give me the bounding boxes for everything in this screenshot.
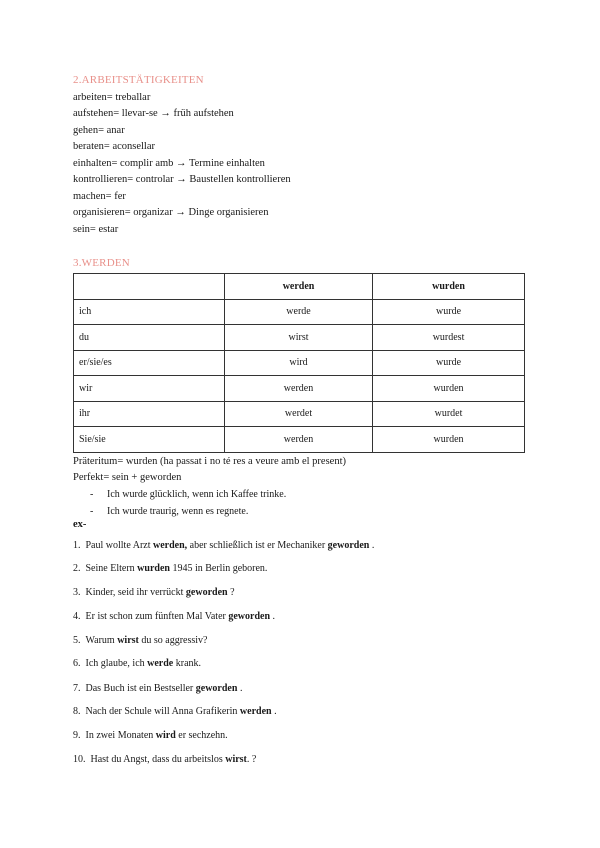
past-cell: wurde — [373, 299, 525, 325]
example-bold-text: geworden — [185, 587, 228, 598]
present-cell: werde — [225, 299, 373, 325]
present-cell: werden — [225, 427, 373, 453]
example-text: er sechzehn. — [175, 730, 228, 741]
vocab-line: aufstehen= llevar-se → früh aufstehen — [73, 108, 234, 119]
table-row — [74, 376, 525, 402]
past-cell: wurden — [373, 376, 525, 402]
example-text: krank. — [173, 658, 202, 669]
example-text: Warum — [85, 635, 118, 646]
example-text: Er ist schon zum fünften Mal Vater — [85, 611, 229, 622]
vocab-line: organisieren= organizar → Dinge organisieren — [73, 207, 269, 218]
table-header-row — [74, 274, 525, 300]
example-number: 3. — [73, 587, 81, 598]
pronoun-cell: du — [74, 325, 225, 351]
present-cell: werdet — [225, 401, 373, 427]
table-row — [74, 325, 525, 351]
example-bold-text: geworden — [327, 540, 370, 551]
present-cell: wird — [225, 350, 373, 376]
example-item — [73, 635, 207, 646]
example-text: . — [270, 611, 276, 622]
bullet-text: Ich wurde glücklich, wenn ich Kaffee trinke. — [107, 489, 287, 500]
example-bold-text: wurden — [137, 563, 170, 574]
example-item — [73, 611, 275, 622]
example-bold-text: wird — [155, 730, 176, 741]
example-text: . ? — [246, 754, 257, 765]
example-text: . — [237, 683, 243, 694]
table-row — [74, 350, 525, 376]
vocab-line: kontrollieren= controlar → Baustellen kontrollieren — [73, 174, 291, 185]
example-number: 8. — [73, 706, 81, 717]
example-text: In zwei Monaten — [85, 730, 156, 741]
example-number: 5. — [73, 635, 81, 646]
example-item — [73, 563, 267, 574]
example-text: Seine Eltern — [85, 563, 138, 574]
vocab-line: gehen= anar — [73, 125, 125, 136]
example-text: aber schließlich ist er Mechaniker — [187, 540, 328, 551]
pronoun-cell: wir — [74, 376, 225, 402]
vocab-line: einhalten= complir amb → Termine einhalten — [73, 158, 265, 169]
table-row — [74, 401, 525, 427]
example-text: Das Buch ist ein Bestseller — [85, 683, 196, 694]
example-text: 1945 in Berlin geboren. — [169, 563, 268, 574]
perfekt-note: Perfekt= sein + geworden — [73, 472, 182, 483]
example-number: 9. — [73, 730, 81, 741]
pronoun-cell: Sie/sie — [74, 427, 225, 453]
werden-conjugation-table — [73, 273, 525, 453]
examples-label: ex- — [73, 519, 87, 530]
example-number: 6. — [73, 658, 81, 669]
table-row — [74, 299, 525, 325]
past-cell: wurdet — [373, 401, 525, 427]
example-bold-text: werden — [239, 706, 272, 717]
pronoun-cell: er/sie/es — [74, 350, 225, 376]
example-item — [73, 540, 374, 551]
example-bold-text: werden, — [153, 540, 188, 551]
present-cell: werden — [225, 376, 373, 402]
vocab-line: sein= estar — [73, 224, 119, 235]
example-number: 10. — [73, 754, 86, 765]
example-item — [73, 730, 228, 741]
prateritum-note: Präteritum= wurden (ha passat i no té res a veure amb el present) — [73, 456, 346, 467]
example-text: Ich glaube, ich — [85, 658, 148, 669]
example-number: 4. — [73, 611, 81, 622]
table-row — [74, 427, 525, 453]
present-cell: wirst — [225, 325, 373, 351]
section-3-title: 3.WERDEN — [73, 257, 130, 269]
example-number: 1. — [73, 540, 81, 551]
example-bold-text: geworden — [195, 683, 238, 694]
example-bold-text: geworden — [228, 611, 271, 622]
example-item — [73, 706, 277, 717]
example-number: 7. — [73, 683, 81, 694]
bullet-item: - Ich wurde glücklich, wenn ich Kaffee trinke. — [90, 489, 287, 500]
example-number: 2. — [73, 563, 81, 574]
table-header-cell: wurden — [373, 274, 525, 300]
pronoun-cell: ihr — [74, 401, 225, 427]
example-item — [73, 683, 242, 694]
past-cell: wurde — [373, 350, 525, 376]
example-text: . — [369, 540, 375, 551]
example-text: Hast du Angst, dass du arbeitslos — [90, 754, 226, 765]
example-bold-text: werde — [147, 658, 174, 669]
example-bold-text: wirst — [117, 635, 139, 646]
example-text: Kinder, seid ihr verrückt — [85, 587, 186, 598]
example-text: Nach der Schule will Anna Grafikerin — [85, 706, 240, 717]
example-text: Paul wollte Arzt — [85, 540, 153, 551]
example-bold-text: wirst — [225, 754, 247, 765]
pronoun-cell: ich — [74, 299, 225, 325]
table-header-cell: werden — [225, 274, 373, 300]
table-header-cell — [74, 274, 225, 300]
bullet-item: - Ich wurde traurig, wenn es regnete. — [90, 506, 249, 517]
example-text: du so aggressiv? — [138, 635, 208, 646]
vocab-line: arbeiten= treballar — [73, 92, 151, 103]
example-item — [73, 658, 201, 669]
example-text: ? — [227, 587, 235, 598]
past-cell: wurden — [373, 427, 525, 453]
section-2-title: 2.ARBEITSTÄTIGKEITEN — [73, 74, 204, 86]
vocab-line: machen= fer — [73, 191, 126, 202]
bullet-text: Ich wurde traurig, wenn es regnete. — [107, 506, 249, 517]
past-cell: wurdest — [373, 325, 525, 351]
example-text: . — [271, 706, 277, 717]
example-item — [73, 587, 235, 598]
vocab-line: beraten= aconsellar — [73, 141, 156, 152]
example-item — [73, 754, 256, 765]
